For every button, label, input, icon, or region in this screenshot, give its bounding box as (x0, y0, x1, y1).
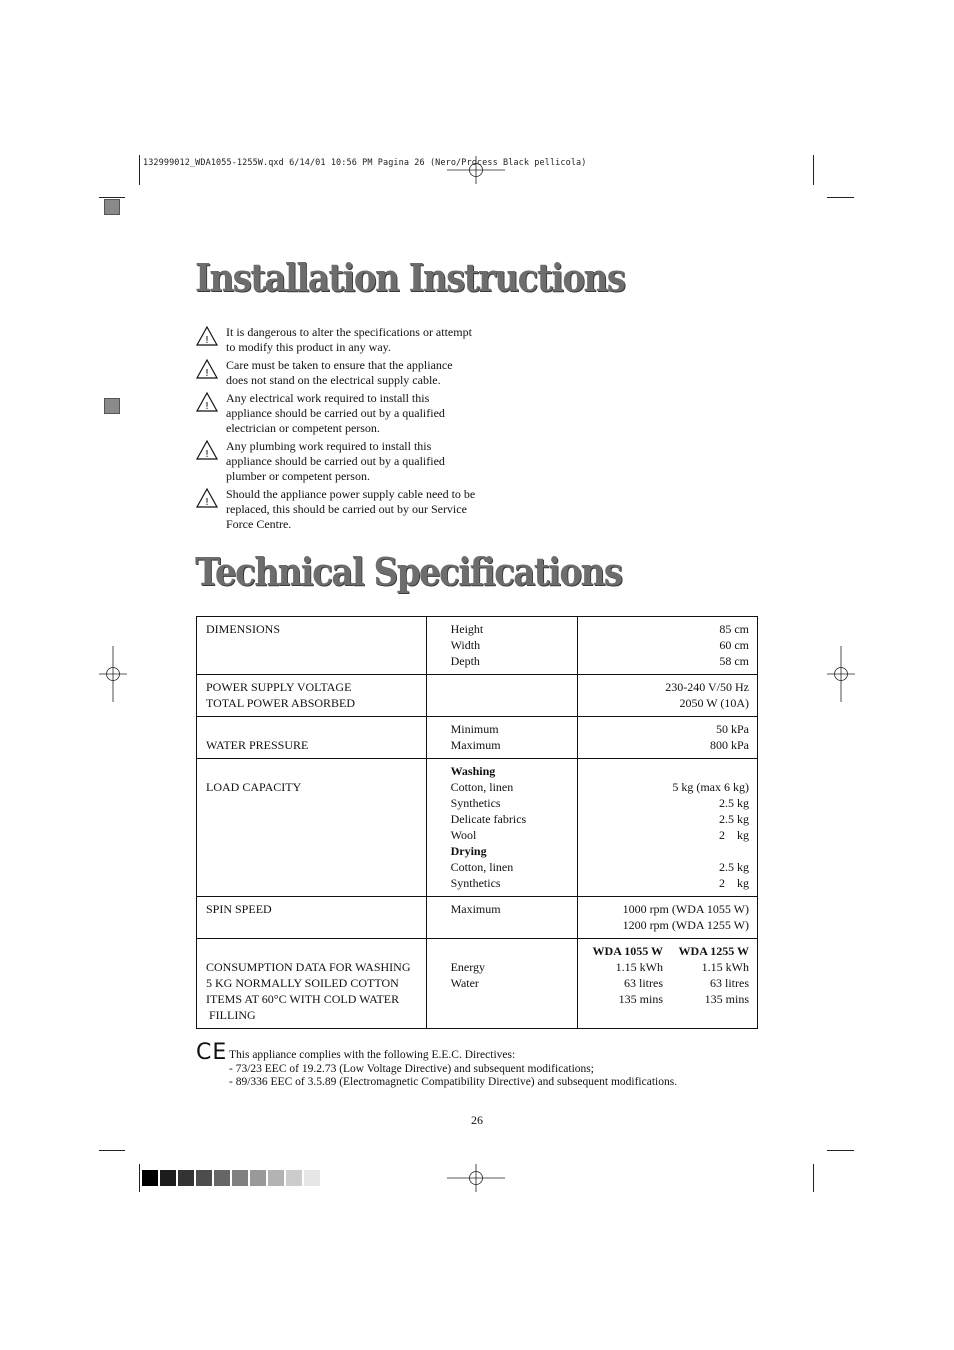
table-row-water-pressure (197, 717, 758, 759)
crop-mark-bottom-right-v (813, 1164, 814, 1192)
load-param: Synthetics (450, 876, 501, 890)
spin-param: Maximum (450, 902, 501, 916)
spin-value: 1200 rpm (WDA 1255 W) (622, 918, 749, 932)
consumption-value: 63 litres (710, 976, 749, 990)
load-value: 2.5 kg (719, 812, 749, 826)
spin-speed-label: SPIN SPEED (206, 902, 272, 916)
side-square-top (104, 199, 120, 215)
dimension-param: Width (450, 638, 481, 652)
warning-item (196, 439, 476, 484)
ce-mark-icon: CE (196, 1040, 228, 1065)
warning-text: Care must be taken to ensure that the appliance does not stand on the electrical supply cable. (226, 358, 453, 387)
registration-mark-bottom-icon (447, 1164, 505, 1192)
load-param: Delicate fabrics (450, 812, 527, 826)
load-value: 2 kg (719, 828, 749, 842)
warning-item (196, 325, 476, 355)
spec-table (196, 616, 758, 1029)
drying-heading: Drying (450, 844, 487, 858)
load-value: 2.5 kg (719, 860, 749, 874)
color-swatch (250, 1170, 266, 1186)
crop-mark-top-right-h (827, 197, 854, 198)
dimension-param: Depth (450, 654, 480, 668)
load-param: Wool (450, 828, 477, 842)
registration-mark-left-icon (99, 646, 127, 702)
color-swatch (178, 1170, 194, 1186)
load-value: 2.5 kg (719, 796, 749, 810)
load-param: Cotton, linen (450, 860, 514, 874)
slug-line: 132999012_WDA1055-1255W.qxd 6/14/01 10:56 PM Pagina 26 (Nero/Process Black pellicola) (143, 158, 587, 168)
registration-mark-top-icon (447, 156, 505, 184)
load-param: Cotton, linen (450, 780, 514, 794)
compliance-intro: This appliance complies with the following E.E.C. Directives: (229, 1049, 516, 1061)
color-swatch (232, 1170, 248, 1186)
consumption-label: CONSUMPTION DATA FOR WASHING (206, 960, 411, 974)
warning-text: Any electrical work required to install this appliance should be carried out by a qualified electrician or competent person. (226, 391, 445, 435)
pressure-param: Maximum (450, 738, 501, 752)
warning-triangle-icon (196, 359, 218, 379)
color-swatch (196, 1170, 212, 1186)
color-swatch (214, 1170, 230, 1186)
crop-mark-top-right-v (813, 155, 814, 185)
warning-text: Should the appliance power supply cable need to be replaced, this should be carried out by our Service Force Centre. (226, 487, 476, 531)
crop-mark-top-left-h (99, 197, 125, 198)
color-swatch (286, 1170, 302, 1186)
color-swatch (304, 1170, 320, 1186)
compliance-text (229, 1049, 677, 1090)
warning-item (196, 358, 476, 388)
model-header-1055: WDA 1055 W (592, 944, 663, 958)
dimensions-label: DIMENSIONS (206, 622, 281, 636)
color-swatch (268, 1170, 284, 1186)
load-param: Synthetics (450, 796, 501, 810)
warning-item (196, 391, 476, 436)
water-pressure-label: WATER PRESSURE (206, 738, 309, 752)
warning-item (196, 487, 476, 532)
power-absorbed-label: TOTAL POWER ABSORBED (206, 696, 356, 710)
consumption-value: 135 mins (618, 992, 663, 1006)
color-swatch (160, 1170, 176, 1186)
consumption-param: Energy (450, 960, 486, 974)
installation-title: Installation Instructions (195, 255, 625, 300)
crop-mark-bottom-right-h (827, 1150, 854, 1151)
svg-text:!: ! (204, 449, 210, 460)
consumption-label: FILLING (206, 1008, 256, 1022)
warning-triangle-icon (196, 392, 218, 412)
dimension-param: Height (450, 622, 484, 636)
warning-triangle-icon (196, 440, 218, 460)
svg-text:!: ! (204, 401, 210, 412)
table-row-consumption (197, 939, 758, 1029)
spin-value: 1000 rpm (WDA 1055 W) (622, 902, 749, 916)
specs-title: Technical Specifications (195, 549, 622, 594)
warning-triangle-icon (196, 326, 218, 346)
consumption-value: 1.15 kWh (615, 960, 663, 974)
dimension-value: 85 cm (719, 622, 749, 636)
warning-text: It is dangerous to alter the specifications or attempt to modify this product in any way. (226, 325, 472, 354)
table-row-load-capacity (197, 759, 758, 897)
compliance-item: - 73/23 EEC of 19.2.73 (Low Voltage Directive) and subsequent modifications; (229, 1062, 594, 1075)
svg-text:!: ! (204, 368, 210, 379)
power-voltage-label: POWER SUPPLY VOLTAGE (206, 680, 352, 694)
side-square-middle (104, 398, 120, 414)
washing-heading: Washing (450, 764, 496, 778)
registration-mark-right-icon (827, 646, 855, 702)
consumption-value: 135 mins (704, 992, 749, 1006)
model-header-1255: WDA 1255 W (678, 944, 749, 958)
consumption-value: 63 litres (624, 976, 663, 990)
power-voltage-value: 230-240 V/50 Hz (665, 680, 749, 694)
load-value: 2 kg (719, 876, 749, 890)
consumption-label: ITEMS AT 60°C WITH COLD WATER (206, 992, 400, 1006)
dimension-value: 58 cm (719, 654, 749, 668)
page-number: 26 (471, 1113, 483, 1127)
pressure-param: Minimum (450, 722, 499, 736)
consumption-value: 1.15 kWh (701, 960, 749, 974)
svg-text:!: ! (204, 497, 210, 508)
dimension-value: 60 cm (719, 638, 749, 652)
pressure-value: 800 kPa (710, 738, 749, 752)
consumption-param: Water (450, 976, 479, 990)
load-value: 5 kg (max 6 kg) (672, 780, 749, 794)
table-row-dimensions (197, 617, 758, 675)
warning-triangle-icon (196, 488, 218, 508)
crop-mark-top-left-v (139, 155, 140, 185)
color-swatch (142, 1170, 158, 1186)
power-absorbed-value: 2050 W (10A) (679, 696, 749, 710)
crop-mark-bottom-left-h (99, 1150, 125, 1151)
svg-text:!: ! (204, 335, 210, 346)
pressure-value: 50 kPa (716, 722, 749, 736)
crop-mark-bottom-left-v (139, 1164, 140, 1192)
load-capacity-label: LOAD CAPACITY (206, 780, 302, 794)
warning-text: Any plumbing work required to install this appliance should be carried out by a qualified plumber or competent person. (226, 439, 445, 483)
compliance-item: - 89/336 EEC of 3.5.89 (Electromagnetic Compatibility Directive) and subsequent modifications. (229, 1076, 678, 1088)
table-row-spin-speed (197, 897, 758, 939)
consumption-label: 5 KG NORMALLY SOILED COTTON (206, 976, 399, 990)
table-row-power (197, 675, 758, 717)
